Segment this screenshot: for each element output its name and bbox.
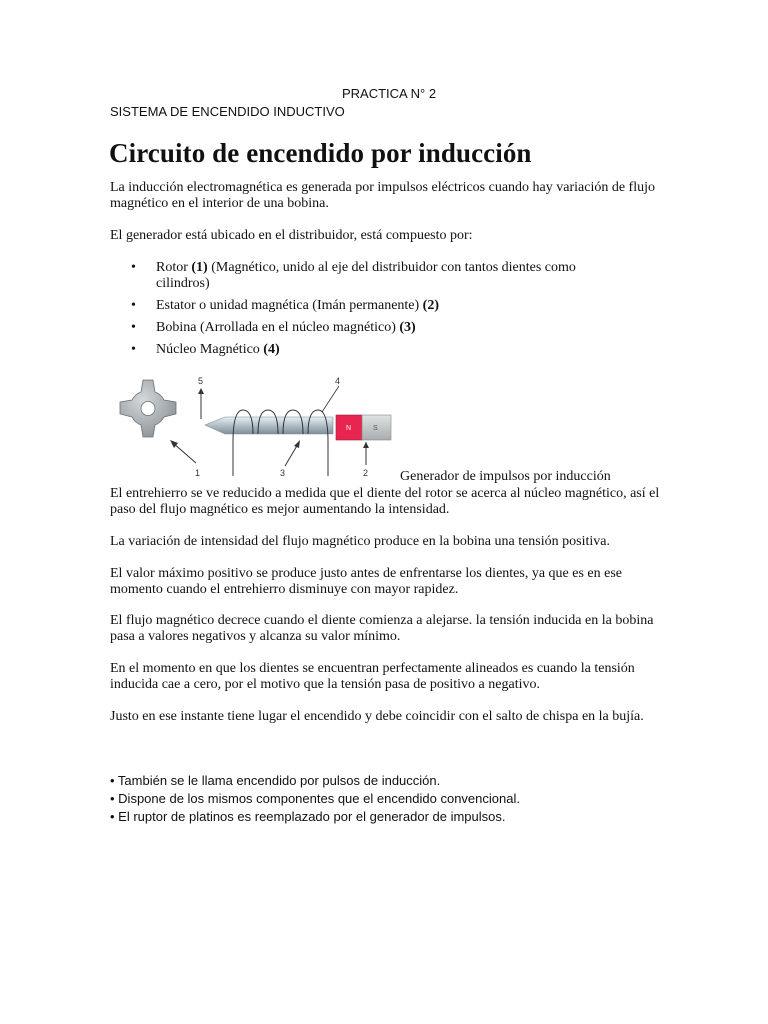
paragraph-gap: El entrehierro se ve reducido a medida que el diente del rotor se acerca al núcleo magnético, así el paso del flujo magnético es mejor aumentando la intensidad. [110,486,660,517]
list-item [110,298,630,314]
component-name: Núcleo Magnético [156,342,260,357]
note-bullet: • También se le llama encendido por pulsos de inducción. [110,773,441,788]
magnetic-core [205,417,333,434]
component-number: (4) [263,342,280,357]
permanent-magnet [336,415,391,440]
intro-paragraph: La inducción electromagnética es generada por impulsos eléctricos cuando hay variación de flujo magnético en el interior de una bobina. [110,180,656,211]
arrow-1 [170,440,196,463]
component-number: (1) [191,260,208,275]
label-3: 3 [280,468,286,478]
page-title: Circuito de encendido por inducción [109,138,532,168]
paragraph-max-positive: El valor máximo positivo se produce justo antes de enfrentarse los dientes, ya que es en ese momento cuando el entrehierro disminuye con mayor rapidez. [110,566,623,597]
magnet-n-label: N [346,425,352,432]
paragraph-flux-decrease: El flujo magnético decrece cuando el diente comienza a alejarse. la tensión inducida en la bobina pasa a valores negativos y alcanza su valor mínimo. [110,613,654,644]
components-list [110,260,630,364]
note-bullet: • El ruptor de platinos es reemplazado por el generador de impulsos. [110,809,506,824]
label-5: 5 [198,376,204,386]
list-item [110,260,630,292]
arrow-2 [363,442,369,465]
system-heading: SISTEMA DE ENCENDIDO INDUCTIVO [110,104,345,119]
generator-intro: El generador está ubicado en el distribuidor, está compuesto por: [110,228,473,243]
bullet-icon: • [131,260,136,275]
component-number: (2) [422,298,439,313]
label-4: 4 [335,376,341,386]
list-item [110,320,630,336]
component-name: Rotor [156,260,188,275]
bullet-icon: • [131,342,136,357]
paragraph-alignment: En el momento en que los dientes se encuentran perfectamente alineados es cuando la tensión inducida cae a cero, por el motivo que la tensión pasa de positivo a negativo. [110,661,635,692]
practice-number: PRACTICA N° 2 [342,86,437,101]
list-item [110,342,630,358]
figure-caption: Generador de impulsos por inducción [400,469,611,484]
component-name: Estator o unidad magnética (Imán permanente) [156,298,420,313]
arrow-3 [285,440,300,466]
component-name: Bobina (Arrollada en el núcleo magnético) [156,320,396,335]
magnet-s-label: S [373,425,378,432]
bullet-icon: • [131,298,136,313]
bullet-icon: • [131,320,136,335]
component-number: (3) [399,320,416,335]
induction-generator-diagram [108,372,398,478]
paragraph-flux-variation: La variación de intensidad del flujo magnético produce en la bobina una tensión positiva. [110,534,610,549]
label-2: 2 [363,468,369,478]
component-description: (Magnético, unido al eje del distribuidor con tantos dientes como cilindros) [156,260,576,291]
label-1: 1 [195,468,201,478]
paragraph-ignition: Justo en ese instante tiene lugar el encendido y debe coincidir con el salto de chispa en la bujía. [110,709,644,724]
arrow-5 [198,388,204,419]
rotor [120,380,176,437]
note-bullet: • Dispone de los mismos componentes que el encendido convencional. [110,791,520,806]
